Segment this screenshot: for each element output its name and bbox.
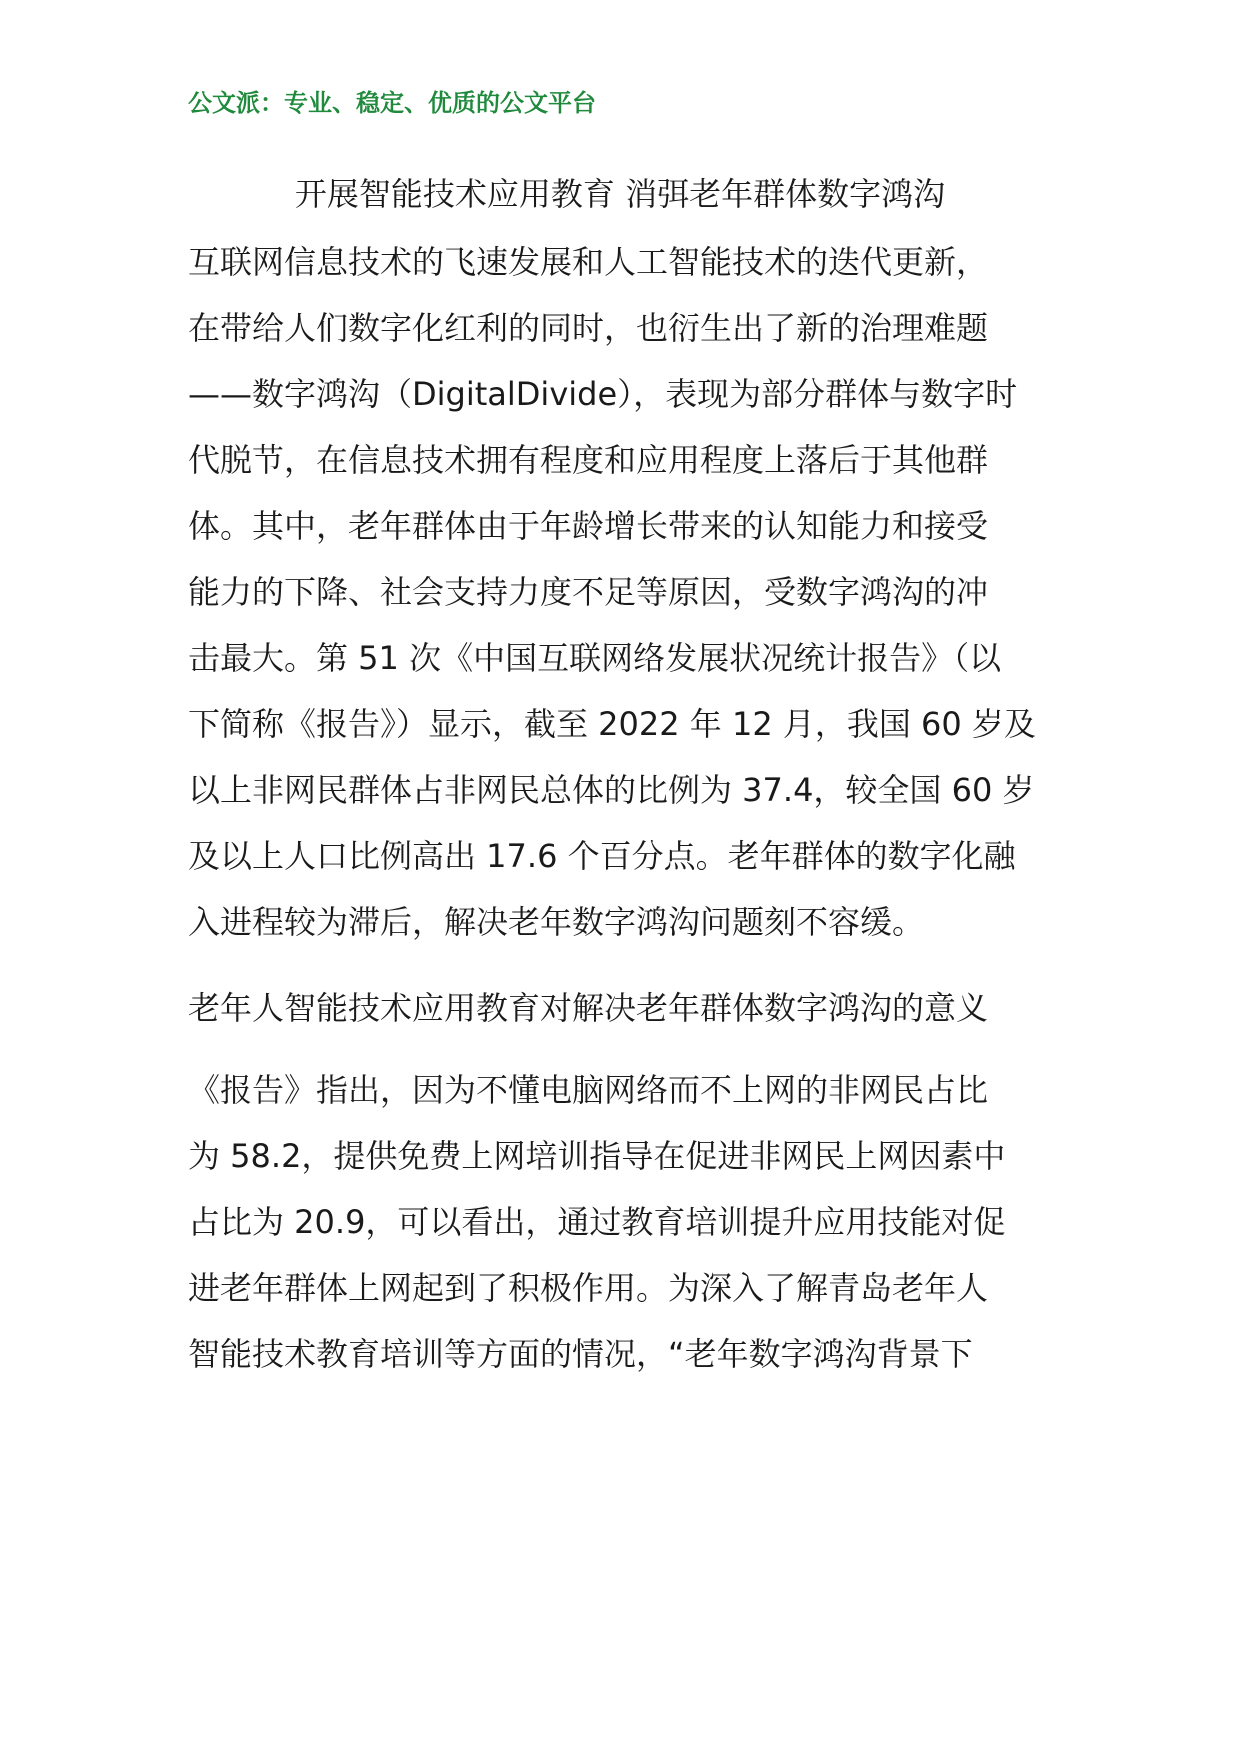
paragraph-line: ——数字鸿沟（DigitalDivide），表现为部分群体与数字时 — [188, 375, 1018, 413]
paragraph-line: 能力的下降、社会支持力度不足等原因，受数字鸿沟的冲 — [188, 573, 989, 611]
paragraph-line: 击最大。第 51 次《中国互联网络发展状况统计报告》（以 — [188, 639, 1002, 677]
paragraph-line: 代脱节，在信息技术拥有程度和应用程度上落后于其他群 — [188, 441, 989, 479]
paragraph-line: 互联网信息技术的飞速发展和人工智能技术的迭代更新， — [188, 243, 989, 281]
paragraph-line: 体。其中，老年群体由于年龄增长带来的认知能力和接受 — [188, 507, 989, 545]
paragraph-line: 在带给人们数字化红利的同时，也衍生出了新的治理难题 — [188, 309, 989, 347]
site-header: 公文派：专业、稳定、优质的公文平台 — [188, 89, 596, 117]
paragraph-line: 占比为 20.9，可以看出，通过教育培训提升应用技能对促 — [188, 1203, 1006, 1241]
paragraph-line: 下简称《报告》）显示，截至 2022 年 12 月，我国 60 岁及 — [188, 705, 1036, 743]
section-heading: 老年人智能技术应用教育对解决老年群体数字鸿沟的意义 — [188, 989, 989, 1027]
document-title: 开展智能技术应用教育 消弭老年群体数字鸿沟 — [294, 175, 946, 213]
paragraph-line: 进老年群体上网起到了积极作用。为深入了解青岛老年人 — [188, 1269, 989, 1307]
paragraph-line: 《报告》指出，因为不懂电脑网络而不上网的非网民占比 — [188, 1071, 989, 1109]
paragraph-line: 以上非网民群体占非网民总体的比例为 37.4，较全国 60 岁 — [188, 771, 1035, 809]
paragraph-line: 及以上人口比例高出 17.6 个百分点。老年群体的数字化融 — [188, 837, 1016, 875]
paragraph-line: 为 58.2，提供免费上网培训指导在促进非网民上网因素中 — [188, 1137, 1006, 1175]
paragraph-line: 入进程较为滞后，解决老年数字鸿沟问题刻不容缓。 — [188, 903, 925, 941]
paragraph-line: 智能技术教育培训等方面的情况，“老年数字鸿沟背景下 — [188, 1335, 973, 1373]
